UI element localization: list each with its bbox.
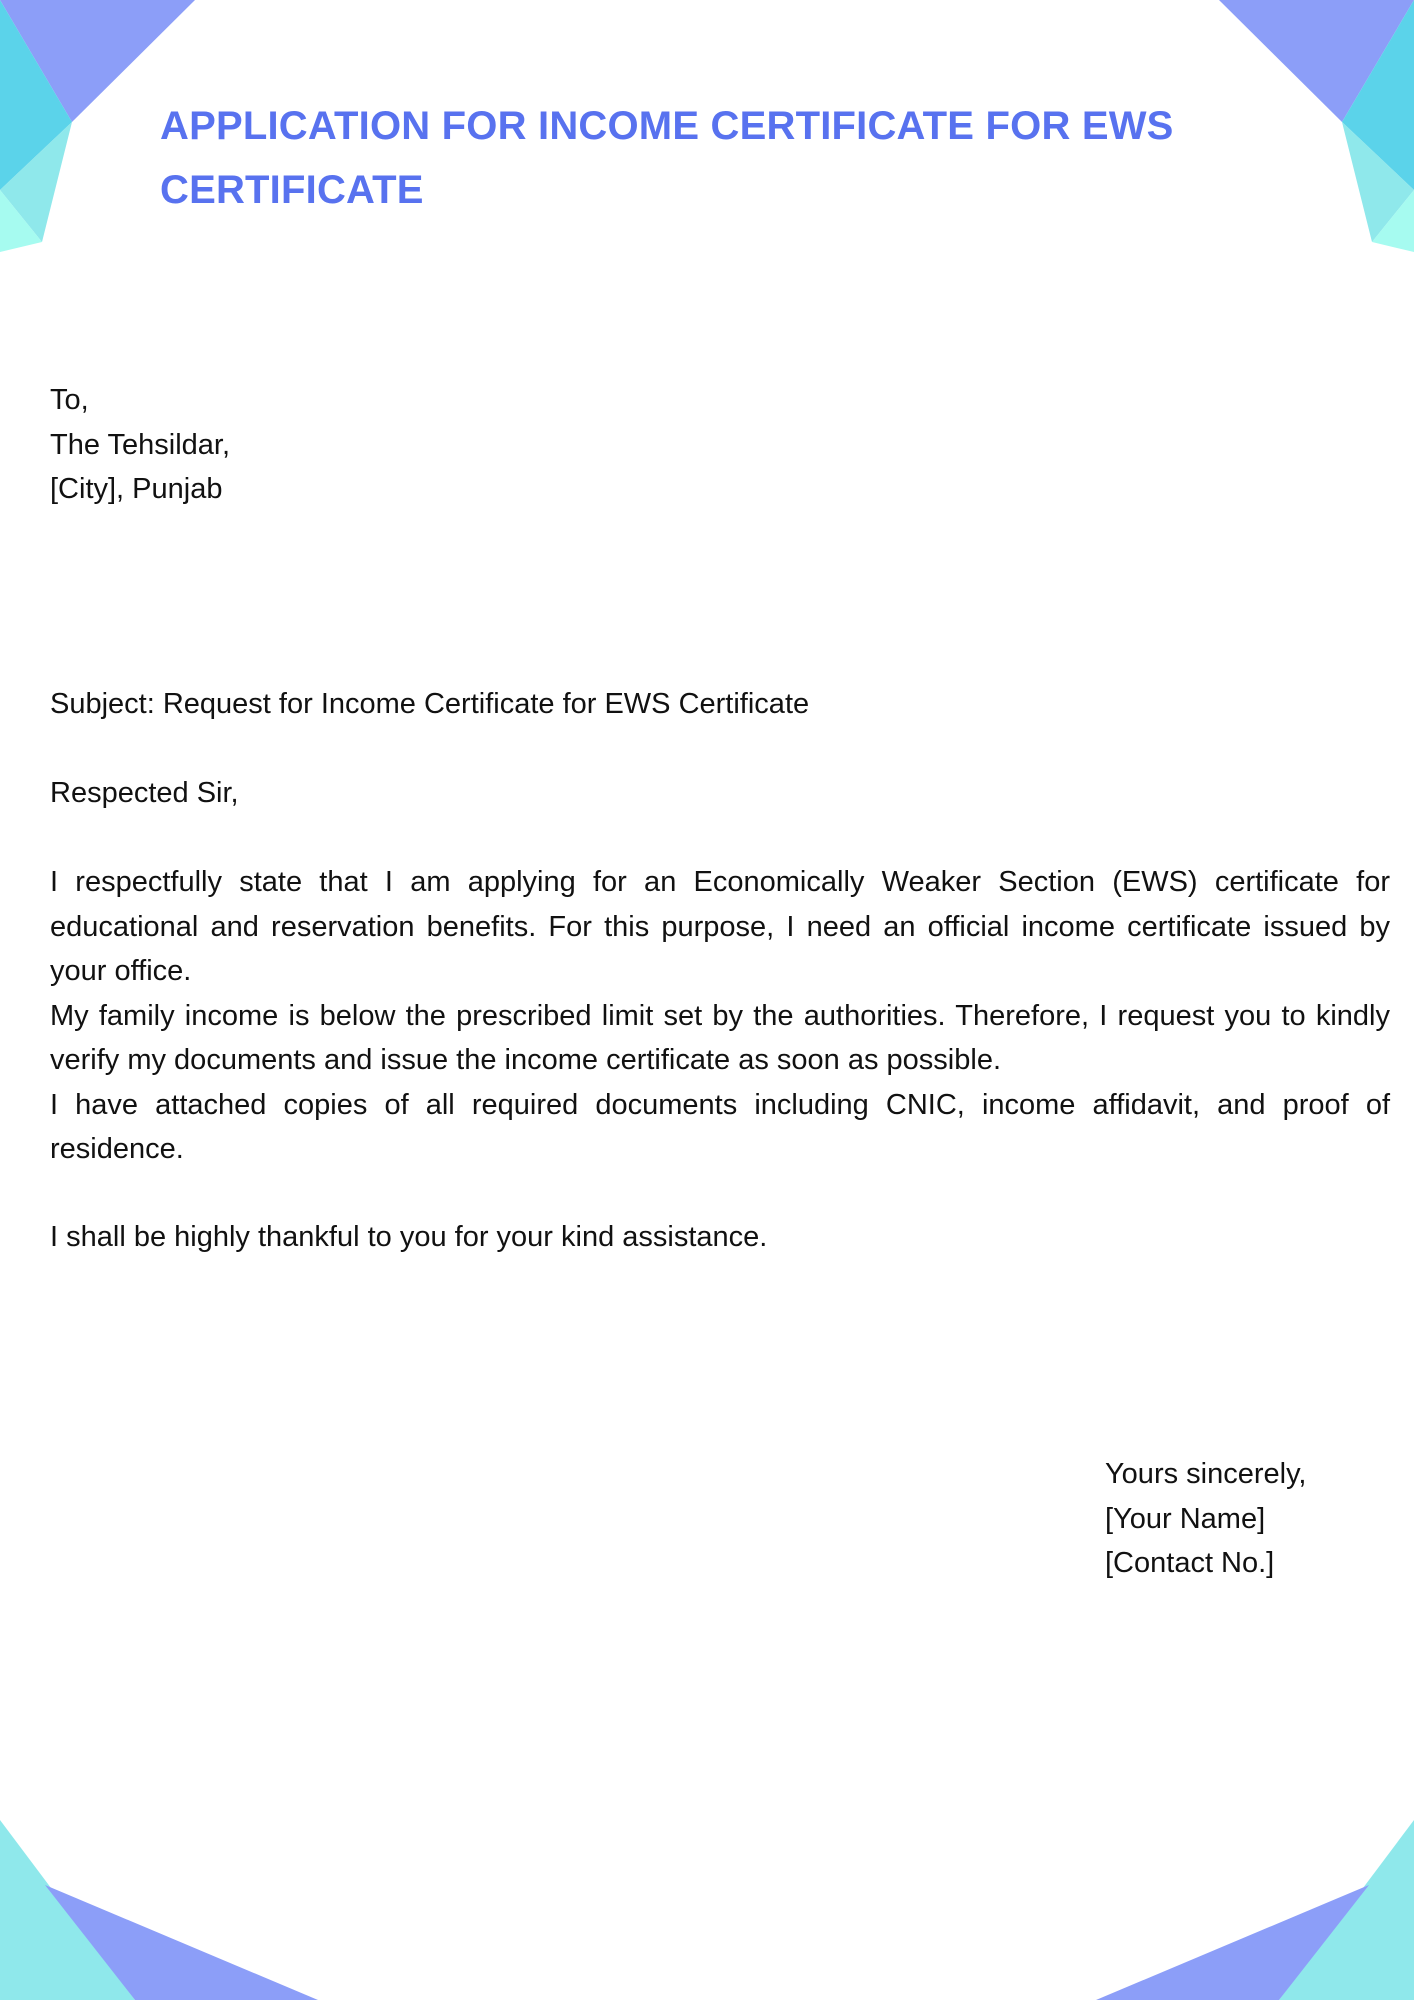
recipient-line-city: [City], Punjab bbox=[50, 473, 223, 505]
signature-block bbox=[1105, 1452, 1307, 1586]
salutation-text: Respected Sir, bbox=[50, 777, 239, 809]
recipient-line-to: To, bbox=[50, 384, 89, 416]
body-paragraph: I have attached copies of all required documents including CNIC, income affidavit, and proof of residence. bbox=[50, 1088, 1390, 1165]
recipient-address bbox=[50, 378, 1390, 512]
body-paragraph: My family income is below the prescribed limit set by the authorities. Therefore, I request you to kindly verify my documents and issue the income certificate as soon as possible. bbox=[50, 999, 1390, 1076]
letter-title: APPLICATION FOR INCOME CERTIFICATE FOR EWS CERTIFICATE bbox=[160, 104, 1174, 212]
recipient-line-office: The Tehsildar, bbox=[50, 428, 231, 461]
corner-decoration-bottom-right bbox=[1084, 1820, 1414, 2000]
letter-body bbox=[50, 860, 1390, 1172]
subject-text: Subject: Request for Income Certificate for EWS Certificate bbox=[50, 688, 810, 720]
salutation bbox=[50, 771, 1390, 816]
signature-contact: [Contact No.] bbox=[1105, 1547, 1275, 1579]
subject-line bbox=[50, 682, 1390, 727]
body-paragraph: I respectfully state that I am applying for an Economically Weaker Section (EWS) certificate for educational and reservation benefits. For this purpose, I need an official income certificate issued by your office. bbox=[50, 866, 1390, 987]
signature-closing: Yours sincerely, bbox=[1105, 1458, 1307, 1490]
closing-sentence-text: I shall be highly thankful to you for your kind assistance. bbox=[50, 1221, 768, 1253]
corner-decoration-bottom-left bbox=[0, 1820, 330, 2000]
signature-name: [Your Name] bbox=[1105, 1502, 1266, 1535]
closing-sentence bbox=[50, 1215, 1390, 1260]
